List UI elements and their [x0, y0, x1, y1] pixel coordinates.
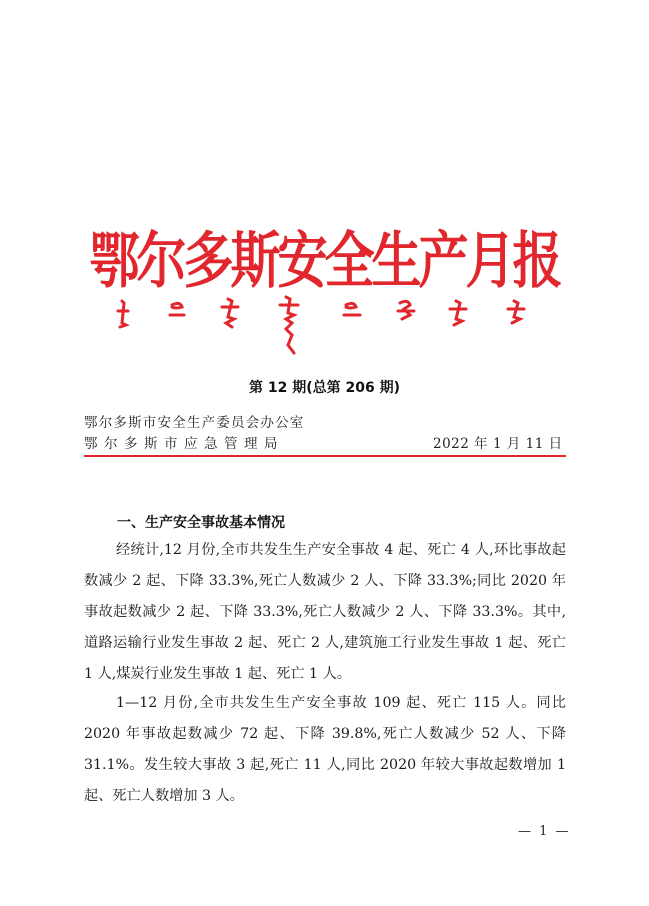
publisher-org-safety-committee: 鄂尔多斯市安全生产委员会办公室: [84, 415, 305, 431]
paragraph-annual: 1—12 月份,全市共发生生产安全事故 109 起、死亡 115 人。同比 2020 年事故起数减少 72 起、下降 39.8%,死亡人数减少 52 人、下降 31.1%。发生较大事故 3 起,死亡 11 人,同比 2020 年较大事故起数增加 1 起、死亡人数增加 3 人。: [84, 695, 566, 804]
mongolian-script-title: [110, 293, 540, 363]
issue-number: 第 12 期(总第 206 期): [249, 380, 400, 396]
page-number: — 1 —: [518, 824, 571, 839]
publisher-org-emergency-bureau: 鄂尔多斯市应急管理局: [84, 436, 284, 452]
masthead-title: 鄂尔多斯安全生产月报: [89, 224, 560, 297]
section-heading: 一、生产安全事故基本情况: [117, 515, 285, 531]
paragraph-december: 经统计,12 月份,全市共发生生产安全事故 4 起、死亡 4 人,环比事故起数减少 2 起、下降 33.3%,死亡人数减少 2 人、下降 33.3%;同比 2020 年事故起数减少 2 起、下降 33.3%,死亡人数减少 2 人、下降 33.3%。其中,道路运输行业发生事故 2 起、死亡 2 人,建筑施工行业发生事故 1 起、死亡 1 人,煤炭行业发生事故 1 起、死亡 1 人。: [84, 542, 566, 682]
mongolian-script-graphic: [110, 293, 540, 363]
publish-date: 2022 年 1 月 11 日: [433, 436, 563, 452]
red-divider: [84, 455, 566, 457]
